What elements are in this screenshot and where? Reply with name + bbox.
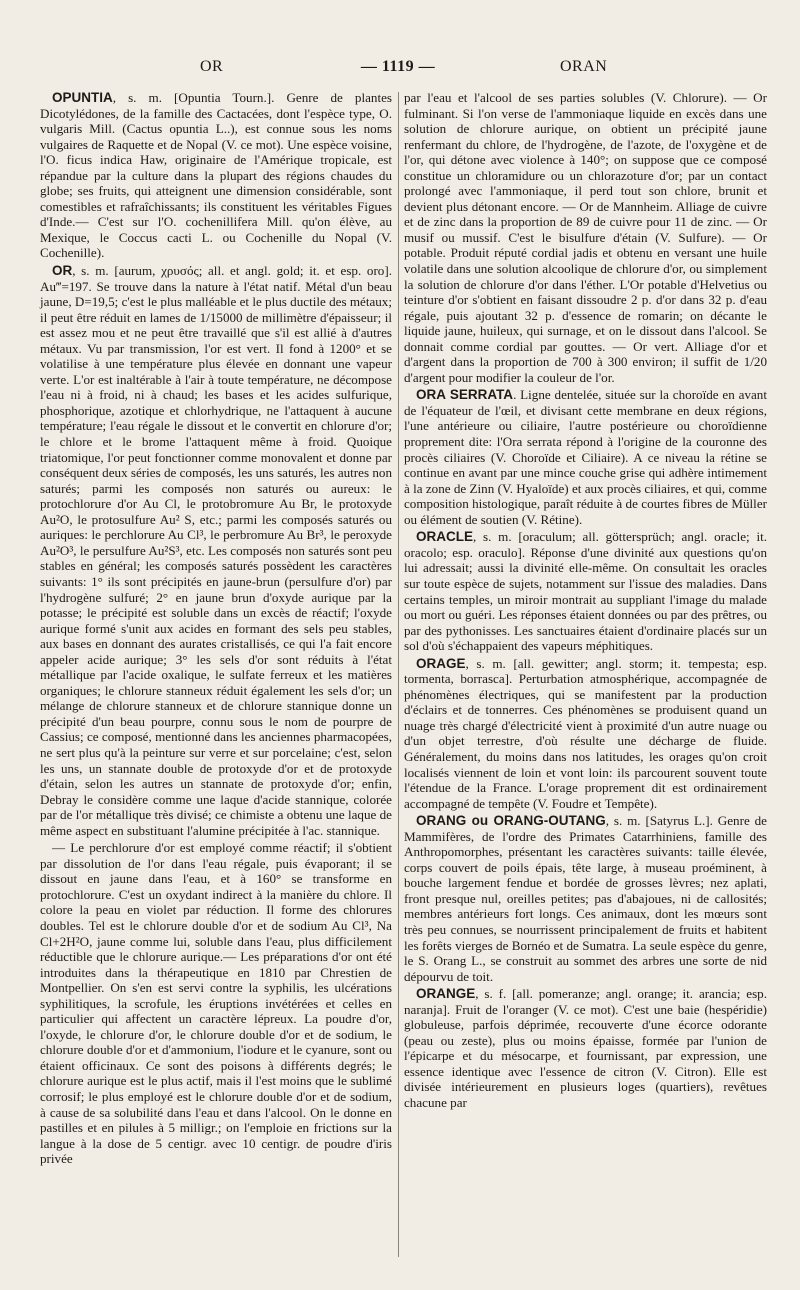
headword: ORANGE [416, 986, 476, 1002]
entry-orange [404, 986, 767, 1110]
entry-or-continuation [404, 90, 767, 385]
headword: ORANG ou ORANG-OUTANG [416, 813, 606, 829]
entry-oracle [404, 529, 767, 653]
entry-text: , s. m. [aurum, χρυσός; all. et angl. gold; it. et esp. oro]. Au‴=197. Se trouve dans la nature à l'état natif. Métal d'un beau jaune, D=19,5; c'est le plus malléable et le plus ductile des métaux; il peut être réduit en lames de 1/15000 de millimètre d'épaisseur; il est assez mou et ne peut être travaillé que s'il est allié à d'autres métaux. Vu par transmission, l'or est vert. Il fond à 1200° et se volatilise à une température plus élevée en donnant une vapeur verte. L'or est inaltérable à l'air à toute température, ne décompose l'eau ni à froid, ni à chaud; les bases et les acides sulfurique, phosphorique, azotique et chlorhydrique, ne l'attaquent à aucune température; l'eau régale le dissout et le convertit en chlorure d'or; le chlore et le brome l'attaquent même à froid. Quoique triatomique, l'or peut fonctionner comme monovalent et donne par conséquent deux séries de composés, les uns saturés, les autres non saturés; parmi les composés non saturés ou aureux: le protochlorure d'or Au Cl, le protobromure Au Br, le protoxyde Au²O, le protosulfure Au² S, etc.; parmi les composés saturés ou auriques: le perchlorure Au Cl³, le perbromure Au Br³, le peroxyde Au²O³, le persulfure Au²S³, etc. Les composés non saturés sont peu stables en général; les composés saturés possèdent les caractères suivants: 1° ils sont précipités en jaune-brun (persulfure d'or) par l'hydrogène sulfuré; 2° en jaune brun d'oxyde aurique par la potasse; le précipité est soluble dans un excès de réactif; l'oxyde aurique formé s'unit aux acides en formant des sels peu stables, aux bases en donnant des aurates cristallisés, ce qui l'a fait encore appeler acide aurique; 3° les sels d'or sont réduits à l'état métallique par l'acide oxalique, le sulfate ferreux et les matières organiques; le chlorure stanneux réduit également les sels d'or; un mélange de chlorure stanneux et de chlorure stannique donne un précipité d'un beau pourpre, connu sous le nom de pourpre de Cassius; ce composé, mentionné dans les anciennes pharmacopées, ne sert plus qu'à la peinture sur verre et sur porcelaine; c'est, selon les uns, un stannate double de protoxyde d'or et de protoxyde d'étain, selon les autres un stannate de protoxyde d'or; enfin, Debray le considère comme une laque d'acide stannique, colorée par de l'or métallique très divisé; ce chimiste a obtenu une laque de même aspect en substituant l'alumine précipitée à l'ac. stannique. [40, 263, 392, 838]
entry-text: , s. m. [oraculum; all. göttersprüch; angl. oracle; it. oracolo; esp. oraculo]. Réponse d'une divinité aux questions qu'on lui adressait; aussi la divinité elle-même. On consultait les oracles sur toute espèce de sujets, notamment sur l'issue des maladies. Dans certains temples, un miroir montrait au suppliant l'image du malade ou mort ou guéri. Les réponses étaient données ou par des prêtres, ou par des pythonisses. Les sanctuaires étaient d'ordinaire placés sur un sol d'où s'échappaient des vapeurs méphitiques. [404, 529, 767, 654]
right-column [404, 90, 767, 1113]
entry-text: , s. m. [all. gewitter; angl. storm; it. tempesta; esp. tormenta, borrasca]. Perturbation atmosphérique, accompagnée de phénomènes électriques, qui se manifestent par la production d'éclairs et de tonnerres. Ces phénomènes se produisent quand un nuage très chargé d'électricité vient à proximité d'un autre nuage ou d'un objet terrestre, d'où résulte une décharge de fluide. Généralement, du moins dans nos latitudes, les orages qu'on croit localisés viennent de loin et vont loin: ils parcourent souvent toute l'étendue de la France. L'orage proprement dit est ordinairement accompagné de tempête (V. Foudre et Tempête). [404, 655, 767, 811]
entry-text: , s. m. [Opuntia Tourn.]. Genre de plantes Dicotylédones, de la famille des Cactacées, dont l'espèce type, O. vulgaris Mill. (Cactus opuntia L..), est connue sous les noms vulgaires de Raquette et de Nopal (V. ce mot). Une espèce voisine, l'O. ficus indica Haw, originaire de l'Amérique tropicale, est répandue par la culture dans la plupart des régions chaudes du globe; ses fruits, qui atteignent une dimension considérable, sont comestibles et rafraîchissants; ils constituent les véritables Figues d'Inde.— C'est sur l'O. cochenillifera Mill. qu'on élève, au Mexique, le Coccus cacti L. ou Cochenille du Nopal (V. Cochenille). [40, 90, 392, 261]
entry-text: par l'eau et l'alcool de ses parties solubles (V. Chlorure). — Or fulminant. Si l'on verse de l'ammoniaque liquide en excès dans une solution de chlorure aurique, on obtient un précipité jaune renfermant du chlore, de l'hydrogène, de l'azote, de l'oxygène et de l'or, qui détone avec violence à 140°; on suppose que ce composé constitue un chloramidure ou un chlorazoture d'or; par un contact prolongé avec l'ammoniaque, il perd tout son chlore, brunit et devient plus détonant encore. — Or de Mannheim. Alliage de cuivre et de zinc dans la proportion de 89 de cuivre pour 11 de zinc. — Or musif ou mussif. C'est le bisulfure d'étain (V. Sulfure). — Or potable. Produit réputé cordial jadis et obtenu en versant une huile volatile dans une solution alcoolique de chlorure d'or, ou simplement la solution de chlorure d'or dans l'éther. L'Or potable d'Helvetius ou teinture d'or s'obtient en faisant dissoudre 2 p. d'or dans 32 p. d'eau régale, puis ajoutant 32 p. d'essence de romarin; on décante le liquide jaune, huileux, qui surnage, et on le dissout dans l'alcool. Se donnait comme cordial par gouttes. — Or vert. Alliage d'or et d'argent dans la proportion de 700 à 300 environ; il suffit de 1/20 d'argent pour modifier la couleur de l'or. [404, 90, 767, 385]
entry-orang [404, 813, 767, 984]
page-number: — 1119 — [360, 58, 436, 75]
headword: OR [52, 263, 73, 279]
headword: ORA SERRATA [416, 387, 514, 403]
entry-or [40, 263, 392, 838]
entry-text: , s. m. [Satyrus L.]. Genre de Mammifères, de l'ordre des Primates Catarrhiniens, famille des Anthropomorphes, présentant les caractères suivants: taille élevée, corps couvert de poils épais, tête large, à museau proéminent, à bouche largement fendue et bordée de grosses lèvres; nez aplati, front presque nul, oreilles petites; pas d'abajoues, ni de callosités; membres antérieurs fort longs. Ces animaux, dont les mœurs sont très peu connues, se nourrissent principalement de fruits et habitent les forêts vierges de Bornéo et de Sumatra. La seule espèce du genre, le S. Orang L., se construit au sommet des arbres une sorte de nid dépourvu de toit. [404, 813, 767, 984]
running-head-left: OR [200, 58, 224, 75]
headword: ORAGE [416, 655, 466, 671]
entry-opuntia [40, 90, 392, 261]
entry-or-continued [40, 840, 392, 1166]
entry-orage [404, 656, 767, 811]
entry-text: , s. f. [all. pomeranze; angl. orange; it. arancia; esp. naranja]. Fruit de l'oranger (V. ce mot). C'est une baie (hespéridie) globuleuse, parfois déprimée, recouverte d'une écorce odorante (peau ou zeste), plus ou moins épaisse, formée par l'union de l'épicarpe et du mésocarpe, et fournissant, par expression, une essence identique avec l'essence de citron (V. Citron). Elle est divisée intérieurement en plusieurs loges (quartiers), revêtues chacune par [404, 986, 767, 1110]
entry-text: — Le perchlorure d'or est employé comme réactif; il s'obtient par dissolution de l'or dans l'eau régale, puis évaporant; il se dissout en jaune dans l'eau, et à 160° se transforme en protochlorure. C'est un oxydant indirect à la manière du chlore. Il colore la peau en violet par réduction. Il forme des chlorures doubles. Tel est le chlorure double d'or et de sodium Au Cl³, Na Cl+2H²O, jaune comme lui, soluble dans l'eau, plus difficilement réductible que le chlorure aurique.— Les préparations d'or ont été introduites dans la thérapeutique en 1810 par Chrestien de Montpellier. On s'en est servi contre la syphilis, les ulcérations syphilitiques, la scrofule, les éruptions invétérées et celles en particulier qui affectent un caractère lépreux. La poudre d'or, l'oxyde, le chlorure d'or, le chlorure double d'or et de sodium, le chlorure double d'or et d'ammonium, l'iodure et le cyanure, sont ou étaient officinaux. Ce sont des poisons à différents degrés; le chlorure aurique est le plus actif, mais il l'est moins que le sublimé corrosif; le plus employé est le chlorure double d'or et de sodium, à cause de sa solubilité dans l'eau et dans l'alcool. On le donne en pastilles et en pilules à 5 milligr.; on l'emploie en frictions sur la langue à la dose de 5 centigr. avec 10 centigr. de poudre d'iris privée [40, 840, 392, 1167]
running-head-right: ORAN [560, 58, 608, 75]
entry-ora-serrata [404, 387, 767, 527]
left-column [40, 90, 392, 1169]
headword: ORACLE [416, 529, 473, 545]
entry-text: . Ligne dentelée, située sur la choroïde en avant de l'équateur de l'œil, et divisant cette membrane en deux régions, l'une antérieure ou ciliaire, l'autre postérieure ou choroïdienne proprement dite: l'Ora serrata répond à l'origine de la couronne des procès ciliaires (V. Choroïde et Ciliaire). A ce niveau la rétine se continue en avant par une mince couche grise qui adhère intimement à la zone de Zinn (V. Hyaloïde) et aux procès ciliaires, et qui, comme composition histologique, paraît réduite à de courtes fibres de Müller ou élément de soutien (V. Rétine). [404, 387, 767, 527]
headword: OPUNTIA [52, 90, 113, 105]
column-divider [398, 92, 399, 1257]
